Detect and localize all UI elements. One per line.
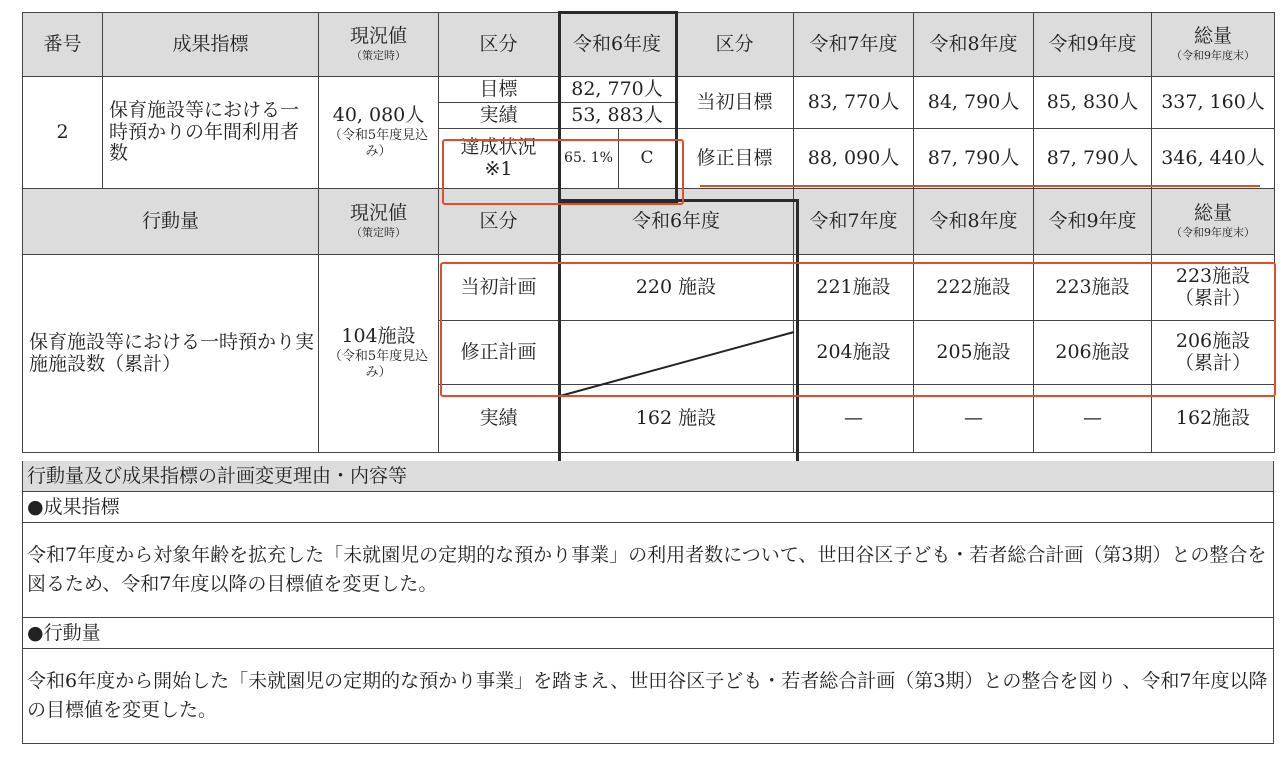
outcome-current-note: （令和5年度見込み） [328,128,429,159]
actual-plan-label: 実績 [439,385,559,453]
action-header-r8: 令和8年度 [914,189,1034,255]
actual-label: 実績 [439,103,559,129]
actual-plan-total: 162施設 [1152,385,1275,453]
header-r9: 令和9年度 [1034,13,1152,77]
action-notes-heading: ●行動量 [23,618,1273,649]
outcome-no: 2 [23,77,103,189]
header-current-label: 現況値 [349,25,407,48]
rev-target-r7: 88, 090人 [794,129,914,189]
action-header-total-note: （令和9年度末） [1171,226,1255,240]
rev-target-total: 346, 440人 [1152,129,1275,189]
achievement-rate: 65. 1% [559,129,619,189]
header-no: 番号 [23,13,103,77]
action-notes-text: 令和6年度から開始した「未就園児の定期的な預かり事業」を踏まえ、世田谷区子ども・若者総合計画（第3期）との整合を図り 、令和7年度以降の目標値を変更した。 [27,670,1268,721]
orig-target-total: 337, 160人 [1152,77,1275,129]
actual-r6: 53, 883人 [559,103,676,129]
outcome-current-value: 40, 080人 [332,104,425,127]
outcome-notes-text: 令和7年度から対象年齢を拡充した「未就園児の定期的な預かり事業」の利用者数について、世田谷区子ども・若者総合計画（第3期）との整合を図るため、令和7年度以降の目標値を変更した。 [23,523,1273,618]
target-label: 目標 [439,77,559,103]
action-header-r9: 令和9年度 [1034,189,1152,255]
actual-plan-r8: — [914,385,1034,453]
header-total-label: 総量 [1193,25,1232,48]
rev-target-r9: 87, 790人 [1034,129,1152,189]
action-header-total-label: 総量 [1193,202,1232,225]
header-category2: 区分 [676,13,794,77]
diagonal-slash [22,12,1274,472]
header-r6: 令和6年度 [559,13,676,77]
orig-plan-total-note: （累計） [1174,286,1251,309]
actual-plan-r7: — [794,385,914,453]
action-header-category: 区分 [439,189,559,255]
rev-plan-r7: 204施設 [794,321,914,385]
action-header-current-note: （策定時） [351,226,406,240]
actual-plan-r9: — [1034,385,1152,453]
target-r6: 82, 770人 [559,77,676,103]
action-header-current-label: 現況値 [349,202,407,225]
outcome-name: 保育施設等における一時預かりの年間利用者数 [103,77,319,189]
actual-plan-r6: 162 施設 [559,385,794,453]
orig-target-r9: 85, 830人 [1034,77,1152,129]
outcome-notes-heading: ●成果指標 [23,492,1273,523]
notes-section [22,461,1274,744]
notes-heading: 行動量及び成果指標の計画変更理由・内容等 [23,461,1273,492]
action-current-note: （令和5年度見込み） [328,349,429,380]
action-header-label: 行動量 [23,189,319,255]
status-label-text: 達成状況 [460,135,537,158]
header-category: 区分 [439,13,559,77]
action-current-value: 104施設 [341,325,416,348]
orig-plan-label: 当初計画 [439,255,559,321]
orig-plan-r7: 221施設 [794,255,914,321]
orig-plan-r8: 222施設 [914,255,1034,321]
orig-target-r7: 83, 770人 [794,77,914,129]
achievement-grade: C [619,129,676,189]
header-r7: 令和7年度 [794,13,914,77]
action-header-r7: 令和7年度 [794,189,914,255]
rev-plan-total-value: 206施設 [1175,329,1251,352]
rev-plan-total-note: （累計） [1174,351,1251,374]
header-indicator: 成果指標 [103,13,319,77]
rev-plan-label: 修正計画 [439,321,559,385]
rev-target-label: 修正目標 [676,129,794,189]
rev-plan-r9: 206施設 [1034,321,1152,385]
header-current-note: （策定時） [351,49,406,63]
header-total-note: （令和9年度末） [1171,49,1255,63]
rev-target-r8: 87, 790人 [914,129,1034,189]
header-r8: 令和8年度 [914,13,1034,77]
orig-plan-r6: 220 施設 [559,255,794,321]
action-name: 保育施設等における一時預かり実施施設数（累計） [23,255,319,453]
action-header-r6: 令和6年度 [559,189,794,255]
orig-plan-total-value: 223施設 [1175,264,1251,287]
orig-plan-r9: 223施設 [1034,255,1152,321]
orig-target-label: 当初目標 [676,77,794,129]
orig-target-r8: 84, 790人 [914,77,1034,129]
rev-plan-r8: 205施設 [914,321,1034,385]
plan-sheet [22,12,1274,767]
status-ref: ※1 [484,157,513,180]
